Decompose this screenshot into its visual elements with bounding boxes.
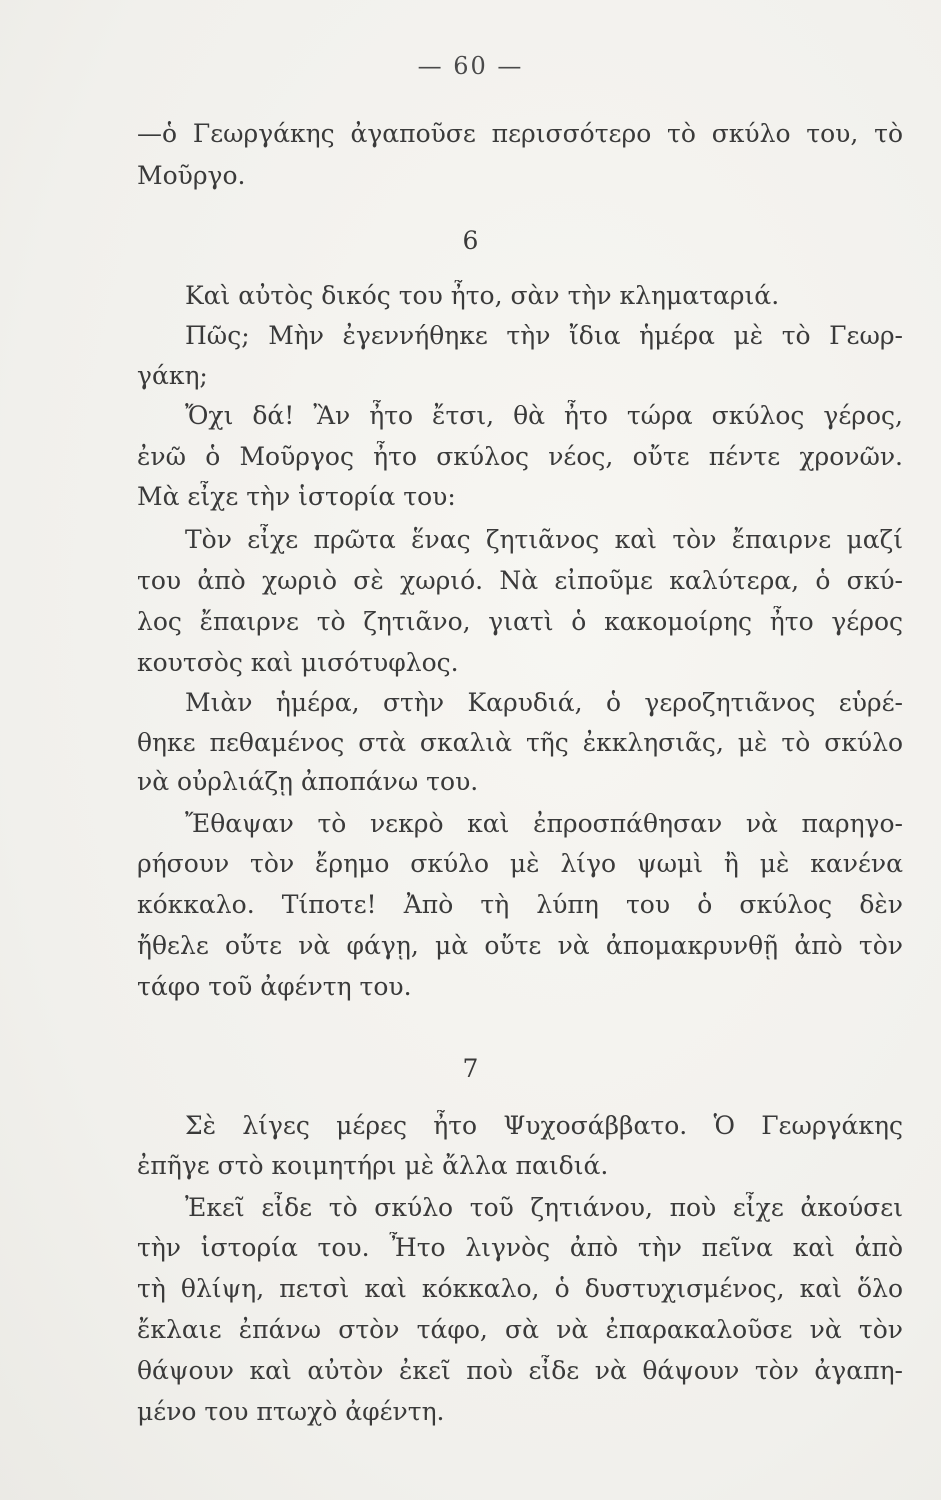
text-line: μένο του πτωχὸ ἀφέντη. <box>137 1397 445 1426</box>
text-line: θηκε πεθαμένος στὰ σκαλιὰ τῆς ἐκκλησιᾶς, μὲ τὸ σκύλο <box>137 728 903 757</box>
text-line: κουτσὸς καὶ μισότυφλος. <box>137 648 459 677</box>
text-line: ρήσουν τὸν ἔρημο σκύλο μὲ λίγο ψωμὶ ἢ μὲ κανένα <box>137 849 903 878</box>
section-number: 7 <box>462 1054 479 1083</box>
text-line: ἐνῶ ὁ Μοῦργος ἦτο σκύλος νέος, οὔτε πέντε χρονῶν. <box>137 442 903 471</box>
text-line: Τὸν εἶχε πρῶτα ἕνας ζητιᾶνος καὶ τὸν ἔπαιρνε μαζί <box>185 525 903 554</box>
text-line: Πῶς; Μὴν ἐγεννήθηκε τὴν ἴδια ἡμέρα μὲ τὸ Γεωρ- <box>185 321 903 350</box>
text-line: θάψουν καὶ αὐτὸν ἐκεῖ ποὺ εἶδε νὰ θάψουν τὸν ἀγαπη- <box>137 1356 903 1385</box>
text-line: Μὰ εἶχε τὴν ἱστορία του: <box>137 482 456 511</box>
text-line: Ὄχι δά! Ἂν ἦτο ἔτσι, θὰ ἦτο τώρα σκύλος γέρος, <box>185 401 903 430</box>
text-line: τὴν ἱστορία του. Ἦτο λιγνὸς ἀπὸ τὴν πεῖνα καὶ ἀπὸ <box>137 1233 903 1262</box>
text-line: γάκη; <box>137 361 208 390</box>
text-line: τὴ θλίψη, πετσὶ καὶ κόκκαλο, ὁ δυστυχισμένος, καὶ ὅλο <box>137 1274 903 1303</box>
page-number: — 60 — <box>417 52 524 80</box>
text-line: Ἔθαψαν τὸ νεκρὸ καὶ ἐπροσπάθησαν νὰ παρηγο- <box>185 809 903 838</box>
text-line: λος ἔπαιρνε τὸ ζητιᾶνο, γιατὶ ὁ κακομοίρης ἦτο γέρος <box>137 607 903 636</box>
text-line: ἤθελε οὔτε νὰ φάγῃ, μὰ οὔτε νὰ ἀπομακρυνθῇ ἀπὸ τὸν <box>137 931 903 960</box>
text-line: Μιὰν ἡμέρα, στὴν Καρυδιά, ὁ γεροζητιᾶνος εὑρέ- <box>185 688 903 717</box>
text-line: νὰ οὐρλιάζῃ ἀποπάνω του. <box>137 767 479 796</box>
text-line: του ἀπὸ χωριὸ σὲ χωριό. Νὰ εἰποῦμε καλύτερα, ὁ σκύ- <box>137 566 903 595</box>
text-line: ἐπῆγε στὸ κοιμητήρι μὲ ἄλλα παιδιά. <box>137 1151 609 1180</box>
text-line: κόκκαλο. Τίποτε! Ἀπὸ τὴ λύπη του ὁ σκύλος δὲν <box>137 890 903 919</box>
text-line: Σὲ λίγες μέρες ἦτο Ψυχοσάββατο. Ὁ Γεωργάκης <box>185 1111 903 1140</box>
text-line: ἔκλαιε ἐπάνω στὸν τάφο, σὰ νὰ ἐπαρακαλοῦσε νὰ τὸν <box>137 1315 903 1344</box>
text-line: τάφο τοῦ ἀφέντη του. <box>137 972 412 1001</box>
text-line: Ἐκεῖ εἶδε τὸ σκύλο τοῦ ζητιάνου, ποὺ εἶχε ἀκούσει <box>185 1193 903 1222</box>
text-line: —ὁ Γεωργάκης ἀγαποῦσε περισσότερο τὸ σκύλο του, τὸ <box>137 119 903 148</box>
section-number: 6 <box>462 226 479 255</box>
text-line: Καὶ αὐτὸς δικός του ἦτο, σὰν τὴν κληματαριά. <box>185 281 780 310</box>
text-line: Μοῦργο. <box>137 161 246 190</box>
